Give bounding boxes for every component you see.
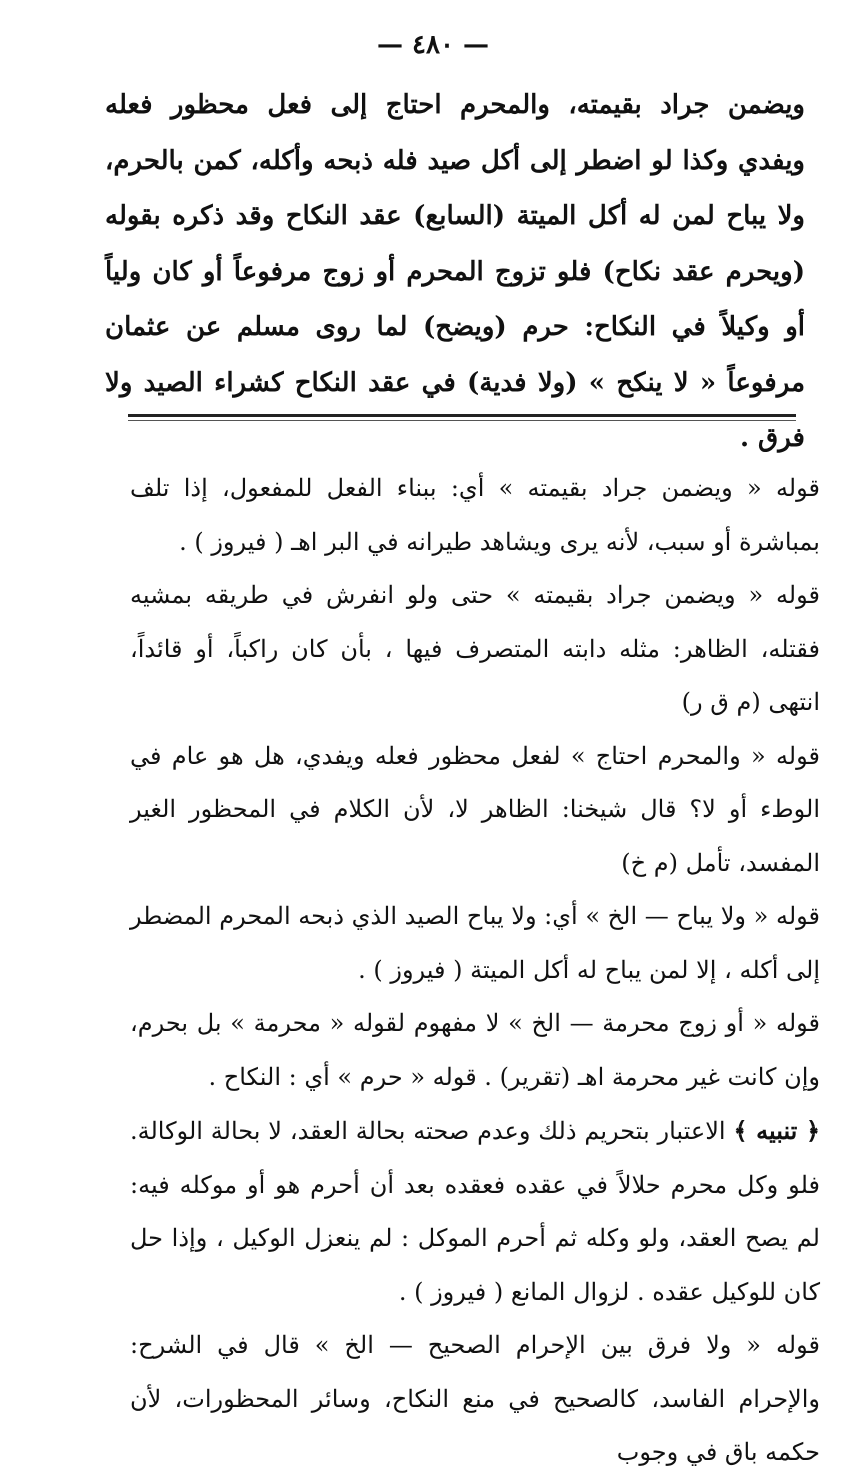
commentary-paragraph: قوله « ويضمن جراد بقيمته » أي: ببناء الفعل للمفعول، إذا تلف بمباشرة أو سبب، لأنه يرى ويشاهد طيرانه في البر اهـ ( فيروز ) . [130, 474, 820, 556]
commentary-paragraph: قوله « ولا فرق بين الإحرام الصحيح — الخ » قال في الشرح: والإحرام الفاسد، كالصحيح في منع النكاح، وسائر المحظورات، لأن حكمه باق في وجوب [130, 1331, 820, 1466]
main-text [105, 78, 805, 467]
commentary-paragraph: قوله « ويضمن جراد بقيمته » حتى ولو انفرش في طريقه بمشيه فقتله، الظاهر: مثله دابته المتصرف فيها ، بأن كان راكباً، أو قائداً، انتهى (م ق ر) [130, 581, 820, 716]
note-title: ﴿ تنبيه ﴾ [733, 1116, 821, 1145]
page-number: — ٤٨٠ — [376, 30, 490, 60]
main-paragraph: ويضمن جراد بقيمته، والمحرم احتاج إلى فعل محظور فعله ويفدي وكذا لو اضطر إلى أكل صيد فله ذبحه وأكله، كمن بالحرم، ولا يباح لمن له أكل الميتة (السابع) عقد النكاح وقد ذكره بقوله (ويحرم عقد نكاح) فلو تزوج المحرم أو زوج مرفوعاً أو كان ولياً أو وكيلاً في النكاح: حرم (ويضح) لما روى مسلم عن عثمان مرفوعاً « لا ينكح » (ولا فدية) في عقد النكاح كشراء الصيد ولا فرق . [105, 90, 805, 453]
section-divider [128, 414, 796, 421]
note-paragraph [130, 1104, 820, 1319]
commentary-paragraph: قوله « ولا يباح — الخ » أي: ولا يباح الصيد الذي ذبحه المحرم المضطر إلى أكله ، إلا لمن يباح له أكل الميتة ( فيروز ) . [129, 902, 820, 984]
note-text: الاعتبار بتحريم ذلك وعدم صحته بحالة العقد، لا بحالة الوكالة. فلو وكل محرم حلالاً في عقده فعقده بعد أن أحرم هو أو موكله فيه: لم يصح العقد، ولو وكله ثم أحرم الموكل : لم ينعزل الوكيل ، وإذا حل كان للوكيل عقده . لزوال المانع ( فيروز ) . [130, 1117, 820, 1306]
commentary [130, 462, 820, 1480]
commentary-paragraph: قوله « والمحرم احتاج » لفعل محظور فعله ويفدي، هل هو عام في الوطء أو لا؟ قال شيخنا: الظاهر لا، لأن الكلام في المحظور الغير المفسد، تأمل (م خ) [130, 741, 820, 877]
commentary-paragraph: قوله « أو زوج محرمة — الخ » لا مفهوم لقوله « محرمة » بل بحرم، وإن كانت غير محرمة اهـ (تقرير) . قوله « حرم » أي : النكاح . [130, 1009, 820, 1091]
